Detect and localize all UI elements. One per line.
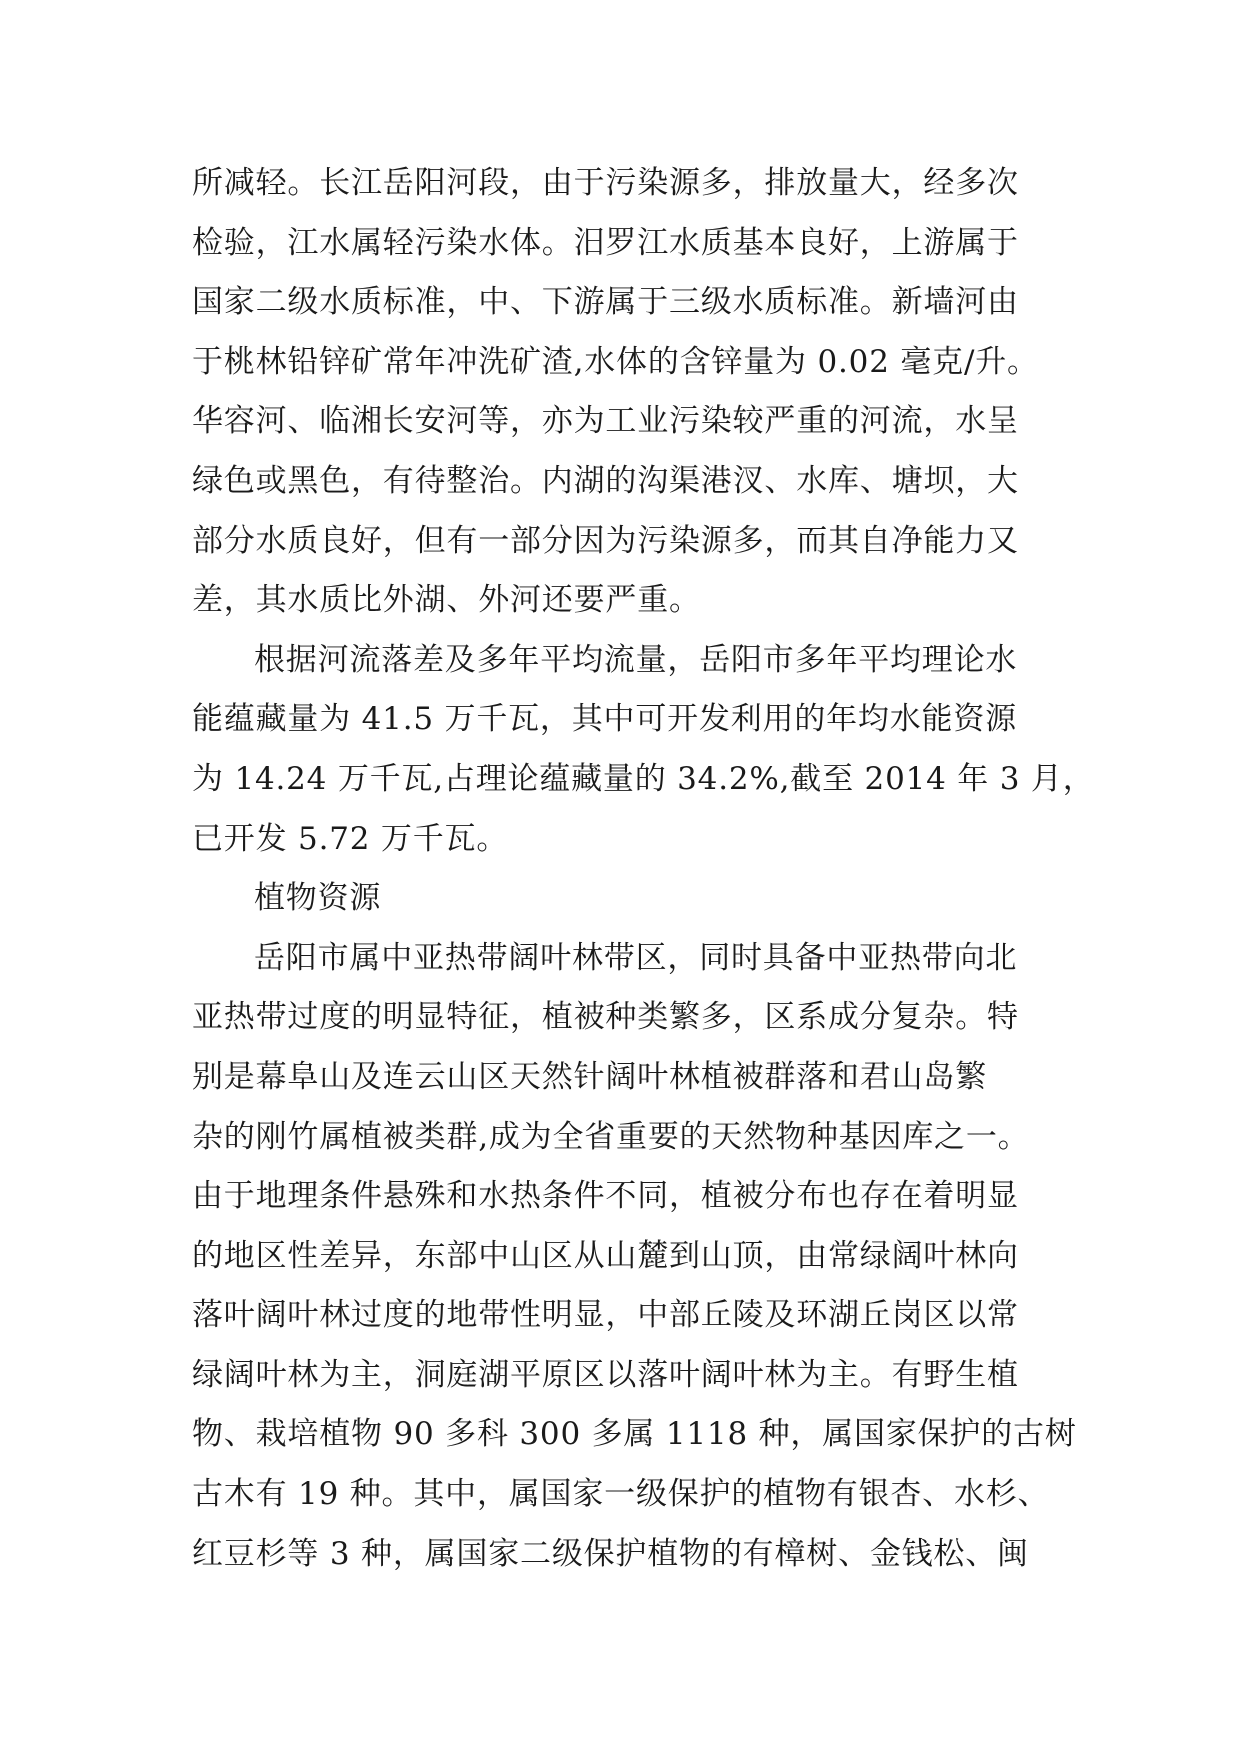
text-line: 红豆杉等 3 种，属国家二级保护植物的有樟树、金钱松、闽	[192, 1535, 1029, 1572]
text-line: 绿色或黑色，有待整治。内湖的沟渠港汊、水库、塘坝，大	[192, 462, 1019, 499]
text-line: 能蕴藏量为 41.5 万千瓦，其中可开发利用的年均水能资源	[192, 701, 1017, 738]
text-line: 部分水质良好，但有一部分因为污染源多，而其自净能力又	[192, 522, 1019, 559]
text-line: 华容河、临湘长安河等，亦为工业污染较严重的河流，水呈	[192, 403, 1019, 440]
text-line: 由于地理条件悬殊和水热条件不同，植被分布也存在着明显	[192, 1178, 1019, 1215]
text-line: 植物资源	[254, 880, 382, 917]
text-line: 检验，江水属轻污染水体。汨罗江水质基本良好，上游属于	[192, 224, 1019, 261]
text-line: 绿阔叶林为主，洞庭湖平原区以落叶阔叶林为主。有野生植	[192, 1356, 1019, 1393]
text-line: 杂的刚竹属植被类群,成为全省重要的天然物种基因库之一。	[192, 1118, 1030, 1155]
text-line: 根据河流落差及多年平均流量，岳阳市多年平均理论水	[254, 641, 1018, 678]
text-line: 落叶阔叶林过度的地带性明显，中部丘陵及环湖丘岗区以常	[192, 1297, 1019, 1334]
text-line: 为 14.24 万千瓦,占理论蕴藏量的 34.2%,截至 2014 年 3 月，	[192, 760, 1095, 797]
text-line: 亚热带过度的明显特征，植被种类繁多，区系成分复杂。特	[192, 999, 1019, 1036]
text-line: 物、栽培植物 90 多科 300 多属 1118 种，属国家保护的古树	[192, 1416, 1077, 1453]
text-line: 岳阳市属中亚热带阔叶林带区，同时具备中亚热带向北	[254, 939, 1018, 976]
body-text	[192, 154, 1095, 1584]
text-line: 国家二级水质标准，中、下游属于三级水质标准。新墙河由	[192, 284, 1019, 321]
text-line: 已开发 5.72 万千瓦。	[192, 820, 509, 857]
text-line: 于桃林铅锌矿常年冲洗矿渣,水体的含锌量为 0.02 毫克/升。	[192, 343, 1039, 380]
text-line: 古木有 19 种。其中，属国家一级保护的植物有银杏、水杉、	[192, 1476, 1050, 1513]
text-line: 别是幕阜山及连云山区天然针阔叶林植被群落和君山岛繁	[192, 1058, 987, 1095]
text-line: 差，其水质比外湖、外河还要严重。	[192, 582, 701, 619]
text-line: 所减轻。长江岳阳河段，由于污染源多，排放量大，经多次	[192, 165, 1019, 201]
text-line: 的地区性差异，东部中山区从山麓到山顶，由常绿阔叶林向	[192, 1237, 1019, 1274]
